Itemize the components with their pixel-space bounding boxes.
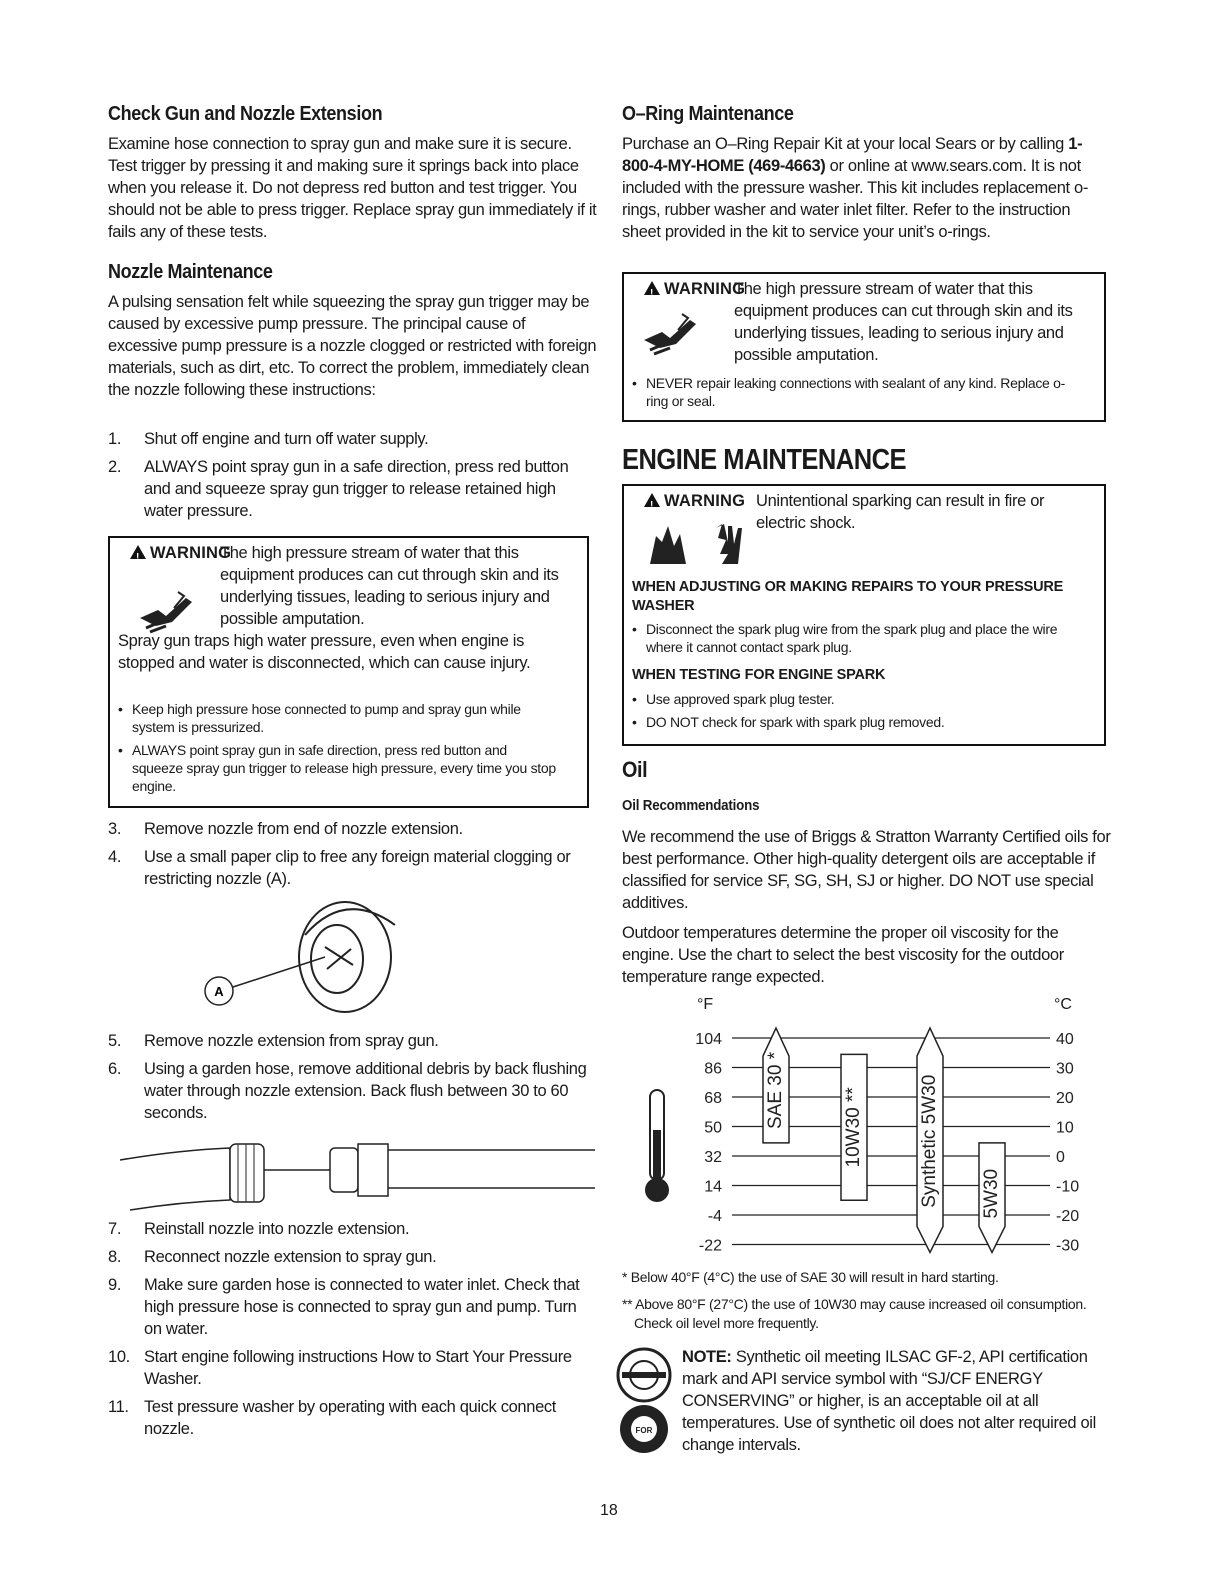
nozzle-maintenance-heading: Nozzle Maintenance <box>108 261 273 283</box>
list-item: • Use approved spark plug tester. <box>632 690 1087 708</box>
fahrenheit-tick: -4 <box>707 1208 722 1225</box>
list-item: 10. Start engine following instructions How to Start Your Pressure Washer. <box>108 1348 572 1388</box>
fahrenheit-tick: -22 <box>698 1237 722 1255</box>
list-item: 11. Test pressure washer by operating with each quick connect nozzle. <box>108 1398 557 1438</box>
steps-1-2 <box>108 428 598 528</box>
warning-bullets-spark <box>632 690 1087 736</box>
fahrenheit-tick: 50 <box>704 1119 722 1137</box>
fahrenheit-tick: 14 <box>704 1178 722 1196</box>
page-number: 18 <box>600 1502 618 1519</box>
celsius-tick: 20 <box>1056 1090 1074 1107</box>
oil-range-label: SAE 30 * <box>765 1051 787 1129</box>
oil-range-label: 10W30 ** <box>843 1087 865 1168</box>
warning-text: The high pressure stream of water that this equipment produces can cut through skin and its underlying tissues, leading to serious injury and possible amputation. <box>734 280 1073 364</box>
api-service-symbol-icon <box>610 1345 682 1457</box>
warning-bullets-repairs <box>632 620 1087 661</box>
oil-text-1: We recommend the use of Briggs & Stratton Warranty Certified oils for best performance. Other high-quality detergent oils are acceptable if classified for service SF, SG, SH, SJ or higher. DO NOT use special additives. <box>622 828 1111 912</box>
list-item: • Keep high pressure hose connected to pump and spray gun while system is pressurized. <box>118 700 558 736</box>
warning-box-spray <box>108 536 589 808</box>
warning-subheading-repairs: WHEN ADJUSTING OR MAKING REPAIRS TO YOUR PRESSURE WASHER <box>632 579 1064 614</box>
celsius-tick: -10 <box>1056 1178 1080 1196</box>
warning-triangle-icon <box>130 545 146 559</box>
list-item: • ALWAYS point spray gun in safe direction, press red button and squeeze spray gun trigger to release high pressure, every time you stop engine. <box>118 741 558 795</box>
celsius-tick: 30 <box>1056 1060 1074 1078</box>
warning-label: WARNING <box>150 544 232 562</box>
warning-text: The high pressure stream of water that this equipment produces can cut through skin and its underlying tissues, leading to serious injury and possible amputation. <box>220 544 559 628</box>
fahrenheit-tick: 104 <box>695 1031 722 1048</box>
list-item: 7. Reinstall nozzle into nozzle extension. <box>108 1220 410 1238</box>
oil-text-2: Outdoor temperatures determine the proper oil viscosity for the engine. Use the chart to select the best viscosity for the outdoor temperature range expected. <box>622 924 1064 986</box>
list-item: 5. Remove nozzle extension from spray gun. <box>108 1032 439 1050</box>
note-text: NOTE: Synthetic oil meeting ILSAC GF-2, API certification mark and API service symbol with “SJ/CF ENERGY CONSERVING” or higher, is an acceptable oil at all temperatures. Use of synthetic oil does not alter required oil change intervals. <box>682 1348 1096 1454</box>
list-item: 8. Reconnect nozzle extension to spray gun. <box>108 1248 437 1266</box>
footnote-10w30: ** Above 80°F (27°C) the use of 10W30 may cause increased oil consumption. Check oil level more frequently. <box>622 1296 1087 1331</box>
check-gun-text: Examine hose connection to spray gun and make sure it is secure. Test trigger by pressing it and making sure it springs back into place when you release it. Do not depress red button and test trigger. You should not be able to press trigger. Replace spray gun immediately if it fails any of these tests. <box>108 135 597 241</box>
check-gun-heading: Check Gun and Nozzle Extension <box>108 103 383 125</box>
oil-range-label: 5W30 <box>981 1168 1003 1219</box>
hose-illustration <box>120 1130 600 1220</box>
list-item: 1. Shut off engine and turn off water supply. <box>108 430 429 448</box>
list-item: • DO NOT check for spark with spark plug removed. <box>632 713 1087 731</box>
nozzle-illustration <box>195 895 425 1020</box>
fire-shock-icon <box>646 518 756 568</box>
warning-text: Unintentional sparking can result in fire or electric shock. <box>756 492 1045 532</box>
list-item: 9. Make sure garden hose is connected to water inlet. Check that high pressure hose is connected to spray gun and pump. Turn on water. <box>108 1276 580 1338</box>
fahrenheit-tick: 68 <box>704 1090 722 1107</box>
thermometer-icon <box>645 1090 669 1202</box>
warning-bullets <box>118 700 558 800</box>
warning-triangle-icon <box>644 281 660 295</box>
warning-subheading-spark: WHEN TESTING FOR ENGINE SPARK <box>632 667 886 683</box>
svg-text:FOR: FOR <box>635 1426 653 1435</box>
warning-label: WARNING <box>664 492 746 510</box>
warning-label: WARNING <box>664 280 746 298</box>
steps-7-11 <box>108 1218 598 1446</box>
oil-viscosity-chart <box>640 1020 1090 1260</box>
list-item: 6. Using a garden hose, remove additional debris by back flushing water through nozzle extension. Back flush between 30 to 60 seconds. <box>108 1060 587 1122</box>
list-item: 3. Remove nozzle from end of nozzle extension. <box>108 820 463 838</box>
celsius-tick: 0 <box>1056 1149 1065 1166</box>
list-item: • NEVER repair leaking connections with sealant of any kind. Replace o-ring or seal. <box>632 374 1072 410</box>
oring-text: Purchase an O–Ring Repair Kit at your local Sears or by calling 1-800-4-MY-HOME (469-4663) or online at www.sears.com. It is not included with the pressure washer. This kit includes replacement o-rings, rubber washer and water inlet filter. Refer to the instruction sheet provided in the kit to service your unit’s o-rings. <box>622 135 1088 241</box>
steps-5-6 <box>108 1030 598 1130</box>
phone-number: 1-800-4-MY-HOME (469-4663) <box>622 135 1083 175</box>
steps-3-4 <box>108 818 598 896</box>
celsius-unit-label: °C <box>1054 996 1072 1013</box>
celsius-tick: 40 <box>1056 1031 1074 1048</box>
warning-extra-text: Spray gun traps high water pressure, even when engine is stopped and water is disconnected, which can cause injury. <box>118 632 531 672</box>
list-item: 4. Use a small paper clip to free any foreign material clogging or restricting nozzle (A). <box>108 848 571 888</box>
fahrenheit-tick: 32 <box>704 1149 722 1166</box>
nozzle-maintenance-text: A pulsing sensation felt while squeezing the spray gun trigger may be caused by excessive pump pressure. The principal cause of excessive pump pressure is a nozzle clogged or restricted with foreign materials, such as dirt, etc. To correct the problem, immediately clean the nozzle following these instructions: <box>108 293 597 399</box>
oring-heading: O–Ring Maintenance <box>622 103 794 125</box>
warning-triangle-icon <box>644 493 660 507</box>
cut-hand-icon <box>136 588 196 634</box>
cut-hand-icon <box>640 310 700 356</box>
celsius-tick: -30 <box>1056 1237 1080 1255</box>
list-item: 2. ALWAYS point spray gun in a safe direction, press red button and and squeeze spray gun trigger to release retained high water pressure. <box>108 458 569 520</box>
celsius-tick: -20 <box>1056 1208 1080 1225</box>
fahrenheit-unit-label: °F <box>697 996 714 1013</box>
list-item: • Disconnect the spark plug wire from the spark plug and place the wire where it cannot contact spark plug. <box>632 620 1087 656</box>
warning-box-oring <box>622 272 1106 422</box>
note-label: NOTE: <box>682 1348 732 1366</box>
footnote-sae30: * Below 40°F (4°C) the use of SAE 30 will result in hard starting. <box>622 1269 999 1285</box>
oil-heading: Oil <box>622 757 648 782</box>
oil-range-label: Synthetic 5W30 <box>919 1074 941 1208</box>
warning-bullets <box>632 374 1072 415</box>
warning-box-engine <box>622 484 1106 746</box>
callout-label: A <box>214 984 224 999</box>
engine-maintenance-heading: ENGINE MAINTENANCE <box>622 444 906 476</box>
celsius-tick: 10 <box>1056 1119 1074 1137</box>
fahrenheit-tick: 86 <box>704 1060 722 1078</box>
oil-recommendations-heading: Oil Recommendations <box>622 798 760 814</box>
